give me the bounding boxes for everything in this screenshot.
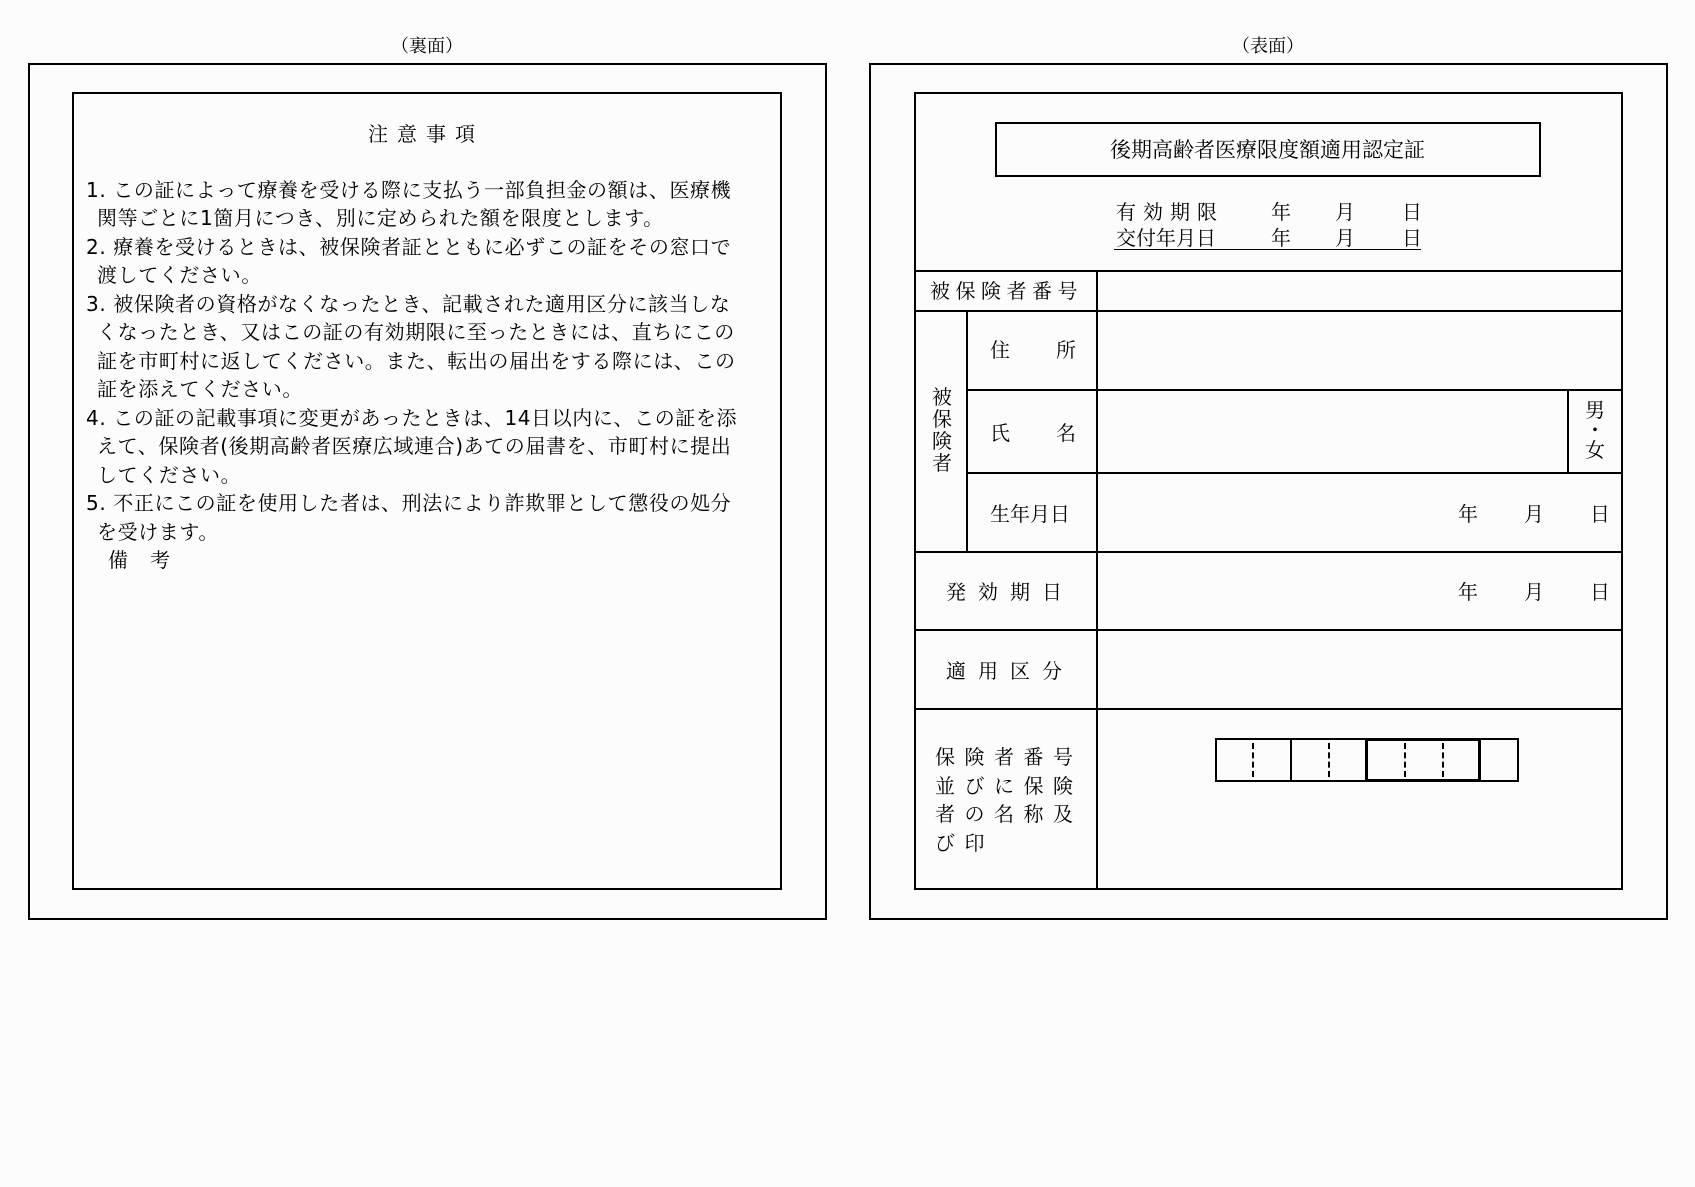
remarks-label: 備考	[108, 548, 192, 572]
insurer-grid-dashed-divider	[1442, 743, 1444, 777]
birth-date-field[interactable]	[1098, 474, 1621, 551]
birth-date-day: 日	[1590, 502, 1610, 526]
category-field[interactable]	[1098, 631, 1621, 708]
issue-date-month: 月	[1335, 226, 1355, 250]
insurer-label-line-2: 並びに保険	[935, 774, 1083, 798]
insurer-grid-dashed-divider	[1328, 743, 1330, 777]
effective-date-year: 年	[1458, 580, 1478, 604]
name-label-1: 氏	[990, 421, 1010, 445]
note-line: 渡してください。	[97, 263, 262, 287]
insured-number-field[interactable]	[1098, 272, 1621, 310]
validity-month: 月	[1335, 200, 1355, 224]
address-label-2: 所	[1056, 338, 1076, 362]
insurer-grid-dashed-divider	[1404, 743, 1406, 777]
validity-label: 有効期限	[1116, 200, 1224, 224]
note-line: くなったとき、又はこの証の有効期限に至ったときには、直ちにこの	[97, 320, 735, 344]
row-line-category-bottom	[914, 708, 1623, 710]
gender-male[interactable]: 男	[1585, 398, 1605, 422]
issue-date-day: 日	[1402, 226, 1422, 250]
back-side-heading: （裏面）	[391, 36, 463, 57]
name-field[interactable]	[1098, 391, 1567, 472]
note-line: してください。	[97, 463, 242, 487]
effective-date-label: 発効期日	[946, 580, 1074, 604]
note-line: 1. この証によって療養を受ける際に支払う一部負担金の額は、医療機	[86, 178, 732, 202]
category-label: 適用区分	[946, 659, 1074, 683]
front-side-heading: （表面）	[1232, 36, 1304, 57]
certificate-title: 後期高齢者医療限度額適用認定証	[1110, 138, 1425, 162]
insurer-grid-dashed-divider	[1252, 743, 1254, 777]
validity-day: 日	[1402, 200, 1422, 224]
gender-column-divider	[1567, 389, 1569, 473]
notes-title: 注意事項	[368, 122, 484, 146]
birth-date-year: 年	[1458, 502, 1478, 526]
insurer-label-line-3: 者の名称及	[935, 802, 1083, 826]
gender-separator: ・	[1585, 418, 1605, 442]
note-line: 3. 被保険者の資格がなくなったとき、記載された適用区分に該当しな	[86, 292, 731, 316]
insured-group-divider	[966, 310, 968, 552]
note-line: 証を添えてください。	[97, 377, 303, 401]
birth-date-label: 生年月日	[990, 502, 1070, 526]
effective-date-field[interactable]	[1098, 553, 1621, 629]
note-line: 5. 不正にこの証を使用した者は、刑法により詐欺罪として懲役の処分	[86, 491, 732, 515]
note-line: 関等ごとに1箇月につき、別に定められた額を限度とします。	[97, 206, 664, 230]
gender-selector[interactable]	[1584, 400, 1606, 460]
validity-year: 年	[1271, 200, 1291, 224]
note-line: えて、保険者(後期高齢者医療広域連合)あての届書を、市町村に提出	[97, 434, 732, 458]
name-label-2: 名	[1056, 421, 1076, 445]
issue-date-underline	[1114, 249, 1421, 250]
insured-group-label	[931, 386, 953, 474]
gender-female[interactable]: 女	[1585, 438, 1605, 462]
note-line: 証を市町村に返してください。また、転出の届出をする際には、この	[97, 349, 736, 373]
address-field[interactable]	[1098, 312, 1621, 389]
note-line: 2. 療養を受けるときは、被保険者証とともに必ずこの証をその窓口で	[86, 235, 732, 259]
issue-date-label: 交付年月日	[1116, 226, 1216, 250]
issue-date-year: 年	[1271, 226, 1291, 250]
insured-group-label-text: 被 保 険 者	[932, 385, 952, 475]
insurer-label-line-4: び印	[935, 831, 994, 855]
note-line: 4. この証の記載事項に変更があったときは、14日以内に、この証を添	[86, 406, 738, 430]
birth-date-month: 月	[1524, 502, 1544, 526]
note-line: を受けます。	[97, 520, 219, 544]
insured-number-label: 被保険者番号	[930, 279, 1083, 303]
insurer-number-highlight-box	[1365, 738, 1481, 782]
effective-date-month: 月	[1524, 580, 1544, 604]
insurer-label-line-1: 保険者番号	[935, 745, 1083, 769]
insurer-grid-divider	[1290, 738, 1292, 782]
effective-date-day: 日	[1590, 580, 1610, 604]
address-label-1: 住	[990, 338, 1010, 362]
